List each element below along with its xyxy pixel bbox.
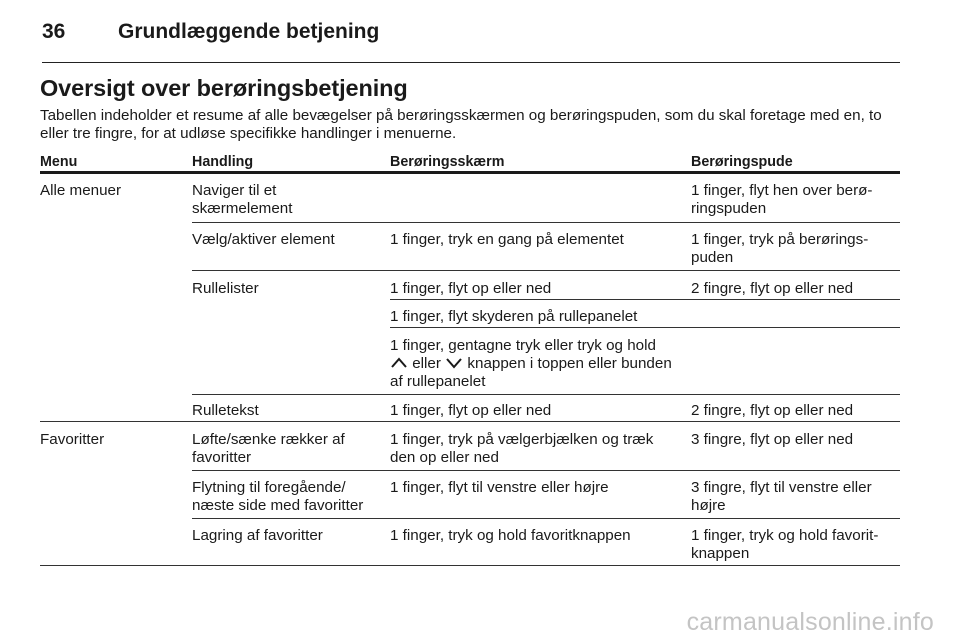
chevron-up-icon <box>390 356 408 370</box>
or-text: eller <box>412 355 441 372</box>
table-cell-action: Lagring af favoritter <box>192 527 323 544</box>
table-cell-touchpad: 1 finger, flyt hen over berø-ringspuden <box>691 182 873 217</box>
table-cell-touchpad: 3 fingre, flyt op eller ned <box>691 431 854 448</box>
table-cell-touchpad: 3 fingre, flyt til venstre eller højre <box>691 479 872 514</box>
table-header-rule <box>40 171 900 174</box>
chevron-down-icon <box>445 356 463 370</box>
col-header-touchpad: Berøringspude <box>691 154 793 170</box>
table-cell-touchscreen: 1 finger, tryk og hold favoritknappen <box>390 527 631 544</box>
table-cell-menu: Alle menuer <box>40 182 122 199</box>
row-divider <box>192 270 900 271</box>
table-cell-touchpad: 2 fingre, flyt op eller ned <box>691 402 854 419</box>
table-cell-touchscreen: 1 finger, flyt til venstre eller højre <box>390 479 609 496</box>
table-bottom-rule <box>40 565 900 566</box>
chapter-title: Grundlæggende betjening <box>118 20 380 43</box>
page-number: 36 <box>42 20 66 43</box>
table-cell-touchpad: 1 finger, tryk og hold favorit-knappen <box>691 527 879 562</box>
row-divider <box>192 394 900 395</box>
header-divider <box>42 62 900 63</box>
intro-paragraph: Tabellen indeholder et resume af alle bevægelser på berøringsskærmen og berøringspuden, som du skal foretage med en, to eller tre fingre, for at udløse specifikke handlinger i menuerne. <box>40 107 882 142</box>
row-divider <box>390 299 900 300</box>
row-divider <box>192 222 900 223</box>
table-cell-touchscreen: 1 finger, flyt op eller ned <box>390 280 552 297</box>
table-cell-touchscreen: 1 finger, flyt skyderen på rullepanelet <box>390 308 638 325</box>
table-cell-action: Naviger til et skærmelement <box>192 182 293 217</box>
table-cell-action: Rullelister <box>192 280 259 297</box>
col-header-menu: Menu <box>40 154 78 170</box>
cell-line <box>390 355 690 373</box>
cell-line: af rullepanelet <box>390 373 486 390</box>
table-cell-touchpad: 2 fingre, flyt op eller ned <box>691 280 854 297</box>
table-cell-action: Løfte/sænke rækker af favoritter <box>192 431 345 466</box>
row-divider <box>192 518 900 519</box>
page-header <box>42 20 900 54</box>
cell-line: 1 finger, gentagne tryk eller tryk og hold <box>390 337 656 354</box>
table-cell-touchscreen: 1 finger, tryk en gang på elementet <box>390 231 624 248</box>
row-divider <box>40 421 900 422</box>
table-cell-touchscreen: 1 finger, flyt op eller ned <box>390 402 552 419</box>
watermark: carmanualsonline.info <box>686 608 934 636</box>
table-cell-touchpad: 1 finger, tryk på berørings-puden <box>691 231 869 266</box>
section-title: Oversigt over berøringsbetjening <box>40 75 408 101</box>
col-header-action: Handling <box>192 154 254 170</box>
table-cell-touchscreen: 1 finger, tryk på vælgerbjælken og træk den op eller ned <box>390 431 654 466</box>
table-cell-touchscreen <box>390 337 690 391</box>
table-cell-action: Rulletekst <box>192 402 259 419</box>
col-header-touchscreen: Berøringsskærm <box>390 154 505 170</box>
table-cell-action: Flytning til foregående/ næste side med favoritter <box>192 479 364 514</box>
table-cell-action: Vælg/aktiver element <box>192 231 335 248</box>
row-divider <box>192 470 900 471</box>
button-location-text: knappen i toppen eller bunden <box>467 355 672 372</box>
row-divider <box>390 327 900 328</box>
table-cell-menu: Favoritter <box>40 431 105 448</box>
